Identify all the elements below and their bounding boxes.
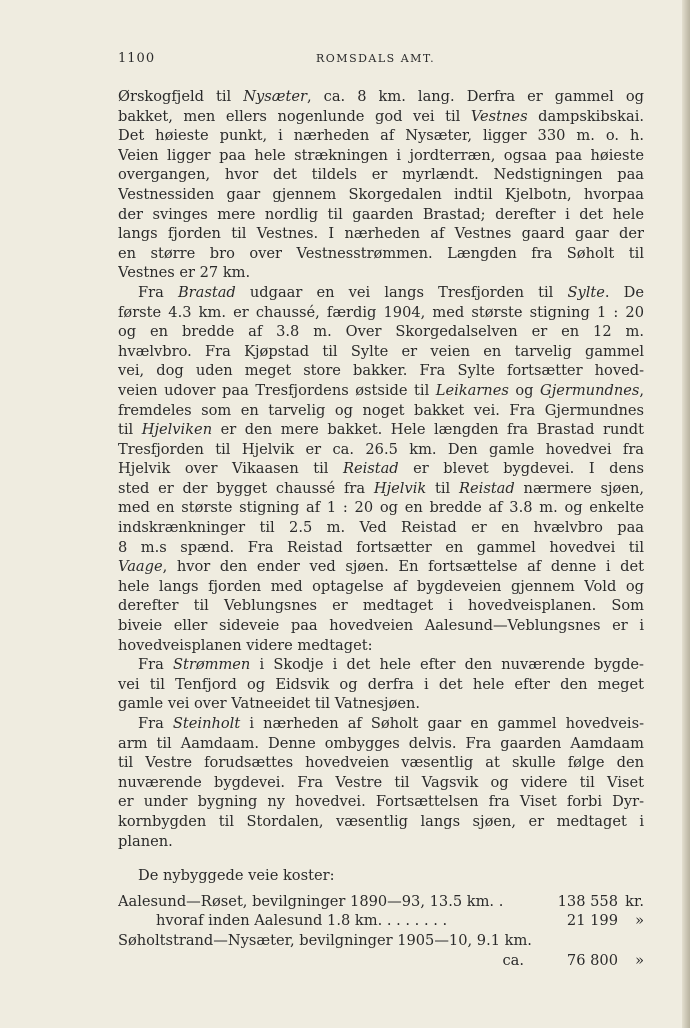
- page-number: 1100: [118, 51, 156, 66]
- text-line: første 4.3 km. er chaussé, færdig 1904, med største stigning 1 : 20: [118, 303, 644, 321]
- place-name: Vestnes: [470, 107, 528, 125]
- cost-unit: [618, 931, 644, 951]
- text-line: gamle vei over Vatneeidet til Vatnesjøen.: [118, 695, 420, 713]
- text-line: til Vestre forudsættes hovedveien væsentlig at skulle følge den: [118, 754, 644, 772]
- text-line: og en bredde af 3.8 m. Over Skorgedalselven er en 12 m.: [118, 323, 644, 341]
- cost-label: Aalesund—Røset, bevilgninger 1890—93, 13.5 km. .: [118, 892, 504, 910]
- cost-unit: »: [635, 912, 644, 930]
- text-line: hele langs fjorden med optagelse af bygdeveien gjennem Vold og: [118, 577, 644, 595]
- text-line: Fra Brastad udgaar en vei langs Tresfjorden til Sylte. De: [138, 283, 644, 301]
- cost-unit: kr.: [625, 892, 644, 910]
- running-title: ROMSDALS AMT.: [316, 52, 436, 65]
- place-name: Strømmen: [172, 656, 251, 674]
- cost-row: [118, 892, 644, 912]
- page-header: [118, 51, 644, 71]
- text-line: Fra Steinholt i nærheden af Søholt gaar en gammel hovedveis-: [138, 715, 644, 732]
- cost-amount: 76 800: [566, 951, 618, 969]
- cost-label: hvoraf inden Aalesund 1.8 km. . . . . . . .: [156, 912, 448, 930]
- cost-label: ca.: [502, 951, 524, 969]
- text-line: planen.: [118, 832, 173, 850]
- text-line: nuværende bygdevei. Fra Vestre til Vagsvik og videre til Viset: [118, 773, 644, 791]
- cost-row: [118, 911, 644, 931]
- text-line: biveie eller sideveie paa hovedveien Aalesund—Veblungsnes er i: [118, 617, 644, 635]
- text-line: vei til Tenfjord og Eidsvik og derfra i det hele efter den meget: [118, 675, 644, 693]
- text-line: Vaage, hvor den ender ved sjøen. En fortsættelse af denne i det: [118, 558, 644, 576]
- text-line: veien udover paa Tresfjordens østside til Leikarnes og Gjermundnes,: [118, 381, 644, 399]
- cost-row: [118, 951, 644, 971]
- spacer: [118, 851, 644, 866]
- costs-table: [118, 892, 644, 970]
- text-line: Vestnes er 27 km.: [118, 264, 251, 282]
- text-line: Fra Strømmen i Skodje i det hele efter den nuværende bygde-: [138, 656, 644, 674]
- place-name: Brastad: [177, 283, 236, 301]
- text-line: derefter til Veblungsnes er medtaget i hovedveisplanen. Som: [118, 597, 644, 615]
- place-name: Sylte: [567, 283, 605, 301]
- text-line: Tresfjorden til Hjelvik er ca. 26.5 km. Den gamle hovedvei fra: [118, 440, 644, 458]
- text-line: fremdeles som en tarvelig og noget bakket vei. Fra Gjermundnes: [118, 401, 644, 419]
- place-name: Steinholt: [172, 715, 241, 732]
- place-name: Hjelvik: [373, 479, 427, 497]
- place-name: Gjermundnes: [540, 381, 640, 399]
- text-line: Ørskogfjeld til Nysæter, ca. 8 km. lang. Derfra er gammel og: [118, 88, 644, 105]
- text-line: indskrænkninger til 2.5 m. Ved Reistad er en hvælvbro paa: [118, 519, 644, 537]
- text-line: hovedveisplanen videre medtaget:: [118, 636, 373, 654]
- place-name: Hjelviken: [141, 421, 213, 439]
- text-line: overgangen, hvor det tildels er myrlændt. Nedstigningen paa: [118, 166, 644, 184]
- place-name: Nysæter: [243, 88, 307, 105]
- text-line: Det høieste punkt, i nærheden af Nysæter, ligger 330 m. o. h.: [118, 127, 644, 145]
- text-line: med en største stigning af 1 : 20 og en bredde af 3.8 m. og enkelte: [118, 499, 644, 517]
- text-line: til Hjelviken er den mere bakket. Hele længden fra Brastad rundt: [118, 421, 644, 439]
- text-line: Vestnessiden gaar gjennem Skorgedalen indtil Kjelbotn, hvorpaa: [118, 185, 644, 203]
- text-line: sted er der bygget chaussé fra Hjelvik til Reistad nærmere sjøen,: [118, 479, 644, 497]
- text-line: langs fjorden til Vestnes. I nærheden af Vestnes gaard gaar der: [118, 225, 644, 243]
- body-text: [118, 87, 644, 970]
- text-line: Hjelvik over Vikaasen til Reistad er blevet bygdevei. I dens: [118, 460, 644, 478]
- cost-amount: 21 199: [566, 912, 618, 930]
- text-line: kornbygden til Stordalen, væsentlig langs sjøen, er medtaget i: [118, 812, 644, 830]
- cost-label: Søholtstrand—Nysæter, bevilgninger 1905—10, 9.1 km.: [118, 931, 532, 949]
- place-name: Vaage: [118, 558, 163, 576]
- costs-intro: De nybyggede veie koster:: [138, 867, 335, 885]
- cost-unit: »: [635, 951, 644, 969]
- text-line: vei, dog uden meget store bakker. Fra Sylte fortsætter hoved-: [118, 362, 644, 380]
- text-line: er under bygning ny hovedvei. Fortsættelsen fra Viset forbi Dyr-: [118, 793, 644, 811]
- cost-amount: 138 558: [557, 892, 618, 910]
- text-line: der svinges mere nordlig til gaarden Brastad; derefter i det hele: [118, 205, 644, 223]
- text-line: bakket, men ellers nogenlunde god vei til Vestnes dampskibskai.: [118, 107, 644, 125]
- place-name: Reistad: [459, 479, 515, 497]
- place-name: Reistad: [342, 460, 399, 478]
- place-name: Leikarnes: [435, 381, 509, 399]
- cost-amount: [534, 931, 618, 951]
- text-line: Veien ligger paa hele strækningen i jordterræn, ogsaa paa høieste: [118, 146, 644, 164]
- text-line: arm til Aamdaam. Denne ombygges delvis. Fra gaarden Aamdaam: [118, 734, 644, 752]
- paragraph-lines: [118, 87, 644, 851]
- text-line: 8 m.s spænd. Fra Reistad fortsætter en gammel hovedvei til: [118, 538, 644, 556]
- text-line: en større bro over Vestnesstrømmen. Længden fra Søholt til: [118, 244, 644, 262]
- text-line: hvælvbro. Fra Kjøpstad til Sylte er veien en tarvelig gammel: [118, 342, 644, 360]
- page-edge: [682, 0, 690, 1028]
- cost-row: [118, 931, 644, 951]
